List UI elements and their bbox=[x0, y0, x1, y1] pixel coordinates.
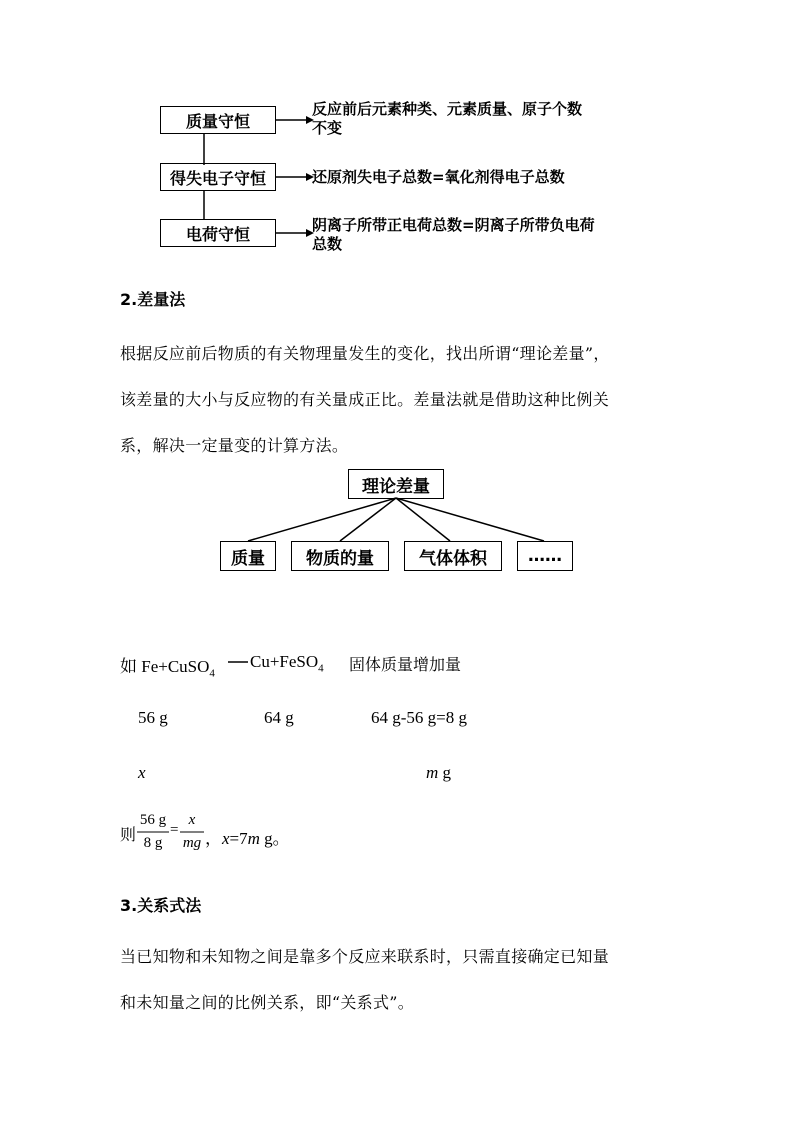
tree-root-label: 理论差量 bbox=[362, 476, 430, 497]
para-line: 根据反应前后物质的有关物理量发生的变化，找出所谓“理论差量”， bbox=[120, 344, 610, 363]
tree-child-label: 物质的量 bbox=[306, 548, 374, 569]
row1-cu: 64 g bbox=[264, 708, 294, 727]
para-line: 当已知物和未知物之间是靠多个反应来联系时，只需直接确定已知量 bbox=[120, 947, 610, 966]
desc-line: 还原剂失电子总数=氧化剂得电子总数 bbox=[312, 168, 565, 186]
desc-line: 总数 bbox=[312, 235, 343, 253]
tree-child-label: 质量 bbox=[231, 548, 265, 569]
example-label: 固体质量增加量 bbox=[349, 655, 462, 674]
var-m: m bbox=[247, 829, 260, 848]
equation-part: Cu+FeSO bbox=[250, 652, 319, 671]
equation-part: 如 Fe+CuSO bbox=[120, 657, 210, 676]
tail-part: g。 bbox=[259, 829, 290, 848]
tree-child-moles bbox=[291, 541, 389, 571]
row1-fe: 56 g bbox=[138, 708, 168, 727]
desc-charge bbox=[312, 216, 595, 254]
box-label: 质量守恒 bbox=[185, 111, 250, 131]
desc-mass bbox=[312, 100, 582, 138]
para-line: 和未知量之间的比例关系，即“关系式”。 bbox=[120, 993, 415, 1012]
section3-heading: 3.关系式法 bbox=[120, 896, 202, 915]
subscript: 4 bbox=[318, 662, 324, 675]
tree-child-label: …… bbox=[528, 546, 562, 566]
result-tail bbox=[205, 824, 290, 849]
row2-x: x bbox=[138, 763, 146, 782]
section3-paragraph bbox=[120, 934, 680, 1026]
tree-child-mass bbox=[220, 541, 276, 571]
section2-heading: 2.差量法 bbox=[120, 290, 186, 309]
frac2-den: mg bbox=[182, 835, 202, 851]
section2-paragraph bbox=[120, 331, 680, 469]
desc-line: 阴离子所带正电荷总数=阴离子所带负电荷 bbox=[312, 216, 595, 234]
box-label: 得失电子守恒 bbox=[169, 168, 266, 188]
subscript: 4 bbox=[209, 667, 215, 680]
tail-part: ， bbox=[205, 829, 222, 848]
box-mass-conservation bbox=[160, 106, 276, 134]
example-equation bbox=[120, 652, 215, 679]
para-line: 系，解决一定量变的计算方法。 bbox=[120, 436, 349, 455]
tree-child-etc bbox=[517, 541, 573, 571]
result-prefix: 则 bbox=[120, 825, 137, 844]
var-x: x bbox=[222, 829, 230, 848]
tail-part: =7 bbox=[229, 829, 248, 848]
var-m: m bbox=[426, 763, 439, 782]
result-eq: = bbox=[170, 822, 179, 838]
desc-line: 反应前后元素种类、元素质量、原子个数 bbox=[312, 100, 583, 118]
box-electron-conservation bbox=[160, 163, 276, 191]
tree-child-label: 气体体积 bbox=[419, 548, 487, 569]
example-equation-products bbox=[250, 652, 324, 674]
tree-root bbox=[348, 469, 444, 499]
box-charge-conservation bbox=[160, 219, 276, 247]
row1-diff: 64 g-56 g=8 g bbox=[371, 708, 467, 727]
box-label: 电荷守恒 bbox=[185, 224, 250, 244]
frac2-num: x bbox=[188, 812, 196, 828]
unit: g bbox=[438, 763, 452, 782]
tree-child-gas-volume bbox=[404, 541, 502, 571]
row2-mg bbox=[426, 763, 451, 783]
desc-electron bbox=[312, 168, 565, 187]
frac1-num: 56 g bbox=[139, 812, 167, 828]
frac1-den: 8 g bbox=[143, 835, 163, 851]
desc-line: 不变 bbox=[312, 119, 343, 137]
para-line: 该差量的大小与反应物的有关量成正比。差量法就是借助这种比例关 bbox=[120, 390, 610, 409]
